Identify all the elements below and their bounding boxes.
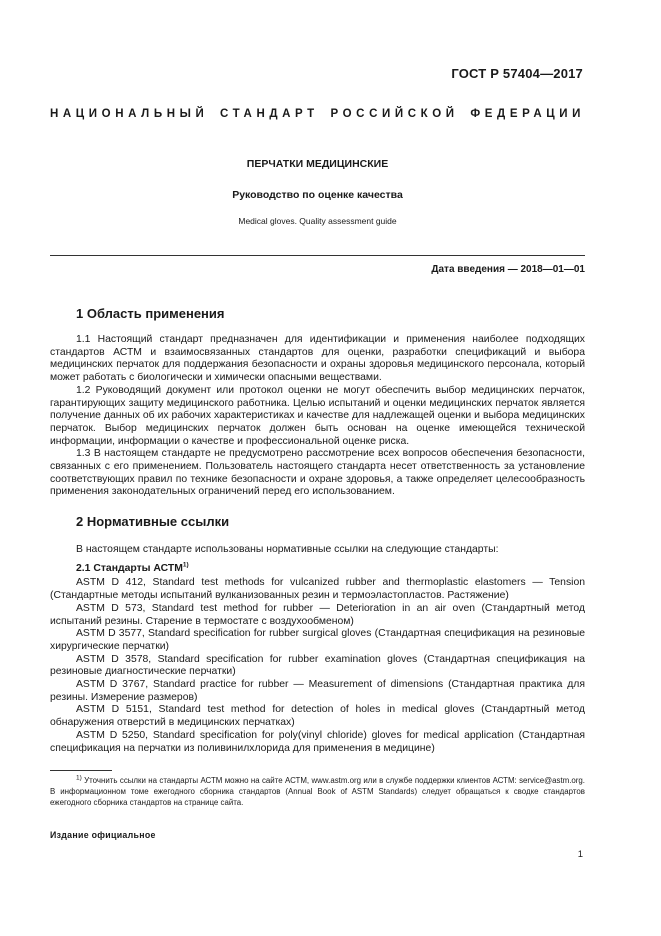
national-standard-banner: НАЦИОНАЛЬНЫЙ СТАНДАРТ РОССИЙСКОЙ ФЕДЕРАЦИИ (50, 108, 585, 120)
reference-item: ASTM D 3577, Standard specification for rubber surgical gloves (Стандартная спецификация на резиновые хирургические перчатки) (50, 628, 585, 652)
document-title: ПЕРЧАТКИ МЕДИЦИНСКИЕ (246, 158, 389, 170)
section-2-intro: В настоящем стандарте использованы нормативные ссылки на следующие стандарты: (76, 544, 499, 555)
subsection-2-1-title: 2.1 Стандарты АСТМ (76, 562, 183, 574)
reference-item: ASTM D 5250, Standard specification for poly(vinyl chloride) gloves for medical application (Стандартная спецификация на перчатки из поливинилхлорида для применения в медицине) (50, 729, 585, 754)
reference-item: ASTM D 412, Standard test methods for vulcanized rubber and thermoplastic elastomers — Tension (Стандартные методы испытаний вулканизованных резин и термоэластопластов. Растяжение) (50, 577, 585, 602)
footnote-text: Уточнить ссылки на стандарты АСТМ можно на сайте АСТМ, www.astm.org или в службе поддержки клиентов АСТМ: service@astm.org. В информационном томе ежегодного сборника стандартов (Annual Book of ASTM Standards) следует обращаться к сводке стандартов ежегодного сборника стандартов на странице сайта. (50, 776, 585, 808)
footnote-mark: 1) (76, 774, 82, 782)
section-1-body (50, 334, 585, 499)
reference-item: ASTM D 3767, Standard practice for rubber — Measurement of dimensions (Стандартная практика для резины. Измерение размеров) (50, 679, 585, 703)
reference-item: ASTM D 5151, Standard test method for detection of holes in medical gloves (Стандартный метод обнаружения отверстий в медицинских перчатках) (50, 704, 585, 729)
subsection-2-1-heading (76, 563, 585, 576)
english-title: Medical gloves. Quality assessment guide (238, 216, 397, 226)
document-subtitle: Руководство по оценке качества (232, 189, 403, 201)
footnote-divider (50, 770, 112, 771)
section-2-heading: 2 Нормативные ссылки (76, 514, 230, 529)
paragraph-1-1: 1.1 Настоящий стандарт предназначен для идентификации и применения наиболее подходящих стандартов АСТМ и взаимосвязанных стандартов для оценки, разработки спецификаций и выбора медицинских перчаток для поддержания безопасности и охраны здоровья медицинского персонала, который может работать с биологически и химически опасными веществами. (50, 334, 585, 384)
document-code: ГОСТ Р 57404—2017 (451, 66, 583, 81)
section-2-body (50, 544, 585, 755)
footnote (50, 775, 585, 809)
page-number: 1 (577, 849, 583, 860)
paragraph-1-3: 1.3 В настоящем стандарте не предусмотрено рассмотрение всех вопросов обеспечения безопасности, связанных с его применением. Пользователь настоящего стандарта несет ответственность за установление соответствующих правил по технике безопасности и охране здоровья, а также определяет целесообразность применения законодательных ограничений перед его использованием. (50, 448, 585, 498)
reference-item: ASTM D 3578, Standard specification for rubber examination gloves (Стандартная спецификация на резиновые диагностические перчатки) (50, 653, 585, 678)
title-divider (50, 255, 585, 256)
paragraph-1-2: 1.2 Руководящий документ или протокол оценки не могут обеспечить выбор медицинских перчаток, гарантирующих защиту медицинского работника. Целью испытаний и оценки медицинских перчаток является получение данных об их рабочих характеристиках и качестве для надлежащей оценки и выбора медицинских перчаток. Выбор медицинских перчаток должен быть основан на оценке имеющейся технической информации, информации о качестве и профессиональной оценке риска. (50, 384, 585, 447)
footnote-ref-mark: 1) (182, 561, 189, 569)
reference-item: ASTM D 573, Standard test method for rubber — Deterioration in an air oven (Стандартный метод испытаний резины. Старение в термостате с воздухообменом) (50, 602, 585, 627)
introduction-date: Дата введения — 2018—01—01 (431, 264, 585, 275)
edition-label: Издание официальное (50, 830, 156, 840)
section-1-heading: 1 Область применения (76, 306, 225, 321)
